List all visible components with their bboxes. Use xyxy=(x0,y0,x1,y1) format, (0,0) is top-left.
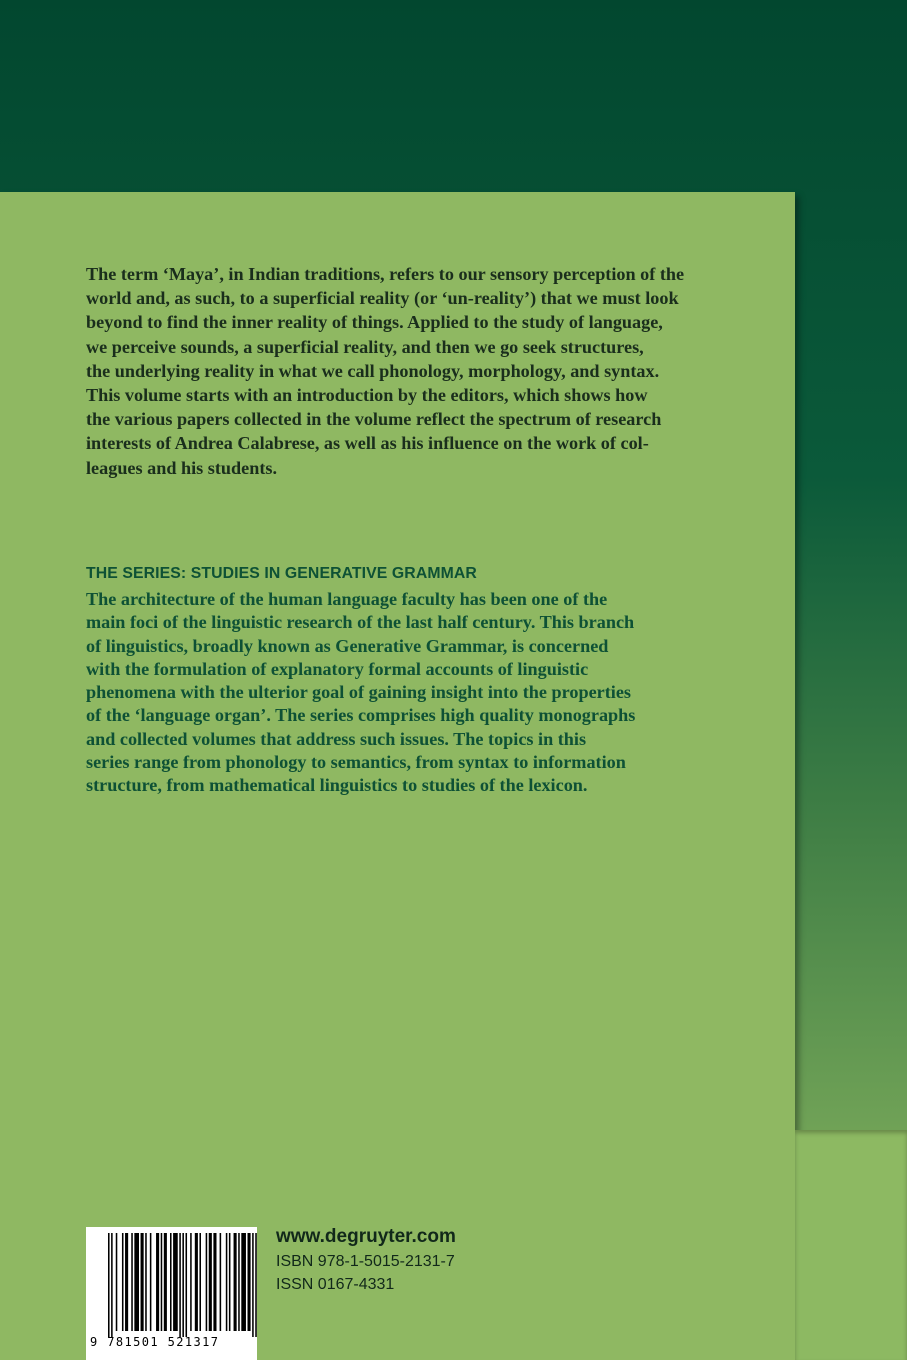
barcode-bar xyxy=(111,1233,113,1337)
barcode-bar xyxy=(226,1233,228,1331)
barcode-bar xyxy=(131,1233,133,1331)
barcode-bar xyxy=(179,1233,181,1337)
barcode-bar xyxy=(195,1233,198,1331)
barcode-bar xyxy=(186,1233,188,1337)
barcode-bar xyxy=(209,1233,212,1331)
barcode-bar xyxy=(234,1233,237,1331)
barcode-bar xyxy=(252,1233,254,1337)
barcode-bar xyxy=(150,1233,152,1331)
cover-edge-strip xyxy=(795,1130,907,1360)
barcode-bar xyxy=(170,1233,172,1331)
barcode-bar xyxy=(145,1233,147,1331)
barcode-bar xyxy=(108,1233,110,1337)
barcode-bar xyxy=(116,1233,118,1331)
barcode-bar xyxy=(134,1233,139,1331)
barcode-bar xyxy=(173,1233,178,1331)
barcode-bar xyxy=(182,1233,184,1337)
barcode-bar xyxy=(213,1233,216,1331)
barcode-bar xyxy=(229,1233,231,1331)
barcode-bar xyxy=(220,1233,222,1331)
barcode-bar xyxy=(190,1233,192,1331)
isbn-barcode xyxy=(86,1227,257,1360)
barcode-bar xyxy=(238,1233,240,1331)
barcode-bar xyxy=(161,1233,163,1331)
barcode-bar xyxy=(206,1233,208,1331)
barcode-bar xyxy=(199,1233,201,1331)
issn-number: ISSN 0167-4331 xyxy=(276,1276,395,1293)
barcode-digits: 9 781501 521317 xyxy=(90,1335,220,1349)
barcode-bar xyxy=(255,1233,257,1337)
book-blurb: The term ‘Maya’, in Indian traditions, refers to our sensory perception of the world and, as such, to a superficial reality (or ‘un-reality’) that we must look beyond to find the inner reality of things. Applied to the study of language, we perceive sounds, a superficial reality, and then we go seek structures, the underlying reality in what we call phonology, morphology, and syntax. This volume starts with an introduction by the editors, which shows how the various papers collected in the volume reflect the spectrum of research interests of Andrea Calabrese, as well as his influence on the work of col- leagues and his students. xyxy=(86,264,685,478)
publisher-url[interactable]: www.degruyter.com xyxy=(276,1226,456,1247)
barcode-bar xyxy=(241,1233,246,1331)
barcode-bar xyxy=(164,1233,167,1331)
barcode-bar xyxy=(156,1233,159,1331)
barcode-bar xyxy=(125,1233,128,1331)
barcode-bar xyxy=(122,1233,124,1331)
series-heading: THE SERIES: STUDIES IN GENERATIVE GRAMMAR xyxy=(86,565,477,582)
isbn-number: ISBN 978-1-5015-2131-7 xyxy=(276,1253,455,1270)
publisher-info xyxy=(276,1224,456,1296)
barcode-bar xyxy=(248,1233,251,1331)
series-description: The architecture of the human language faculty has been one of the main foci of the linguistic research of the last half century. This branch of linguistics, broadly known as Generative Grammar, is concerned with the formulation of explanatory formal accounts of linguistic phenomena with the ulterior goal of gaining insight into the properties of the ‘language organ’. The series comprises high quality monographs and collected volumes that address such issues. The topics in this series range from phonology to semantics, from syntax to information structure, from mathematical linguistics to studies of the lexicon. xyxy=(86,589,636,796)
barcode-bar xyxy=(141,1233,144,1331)
